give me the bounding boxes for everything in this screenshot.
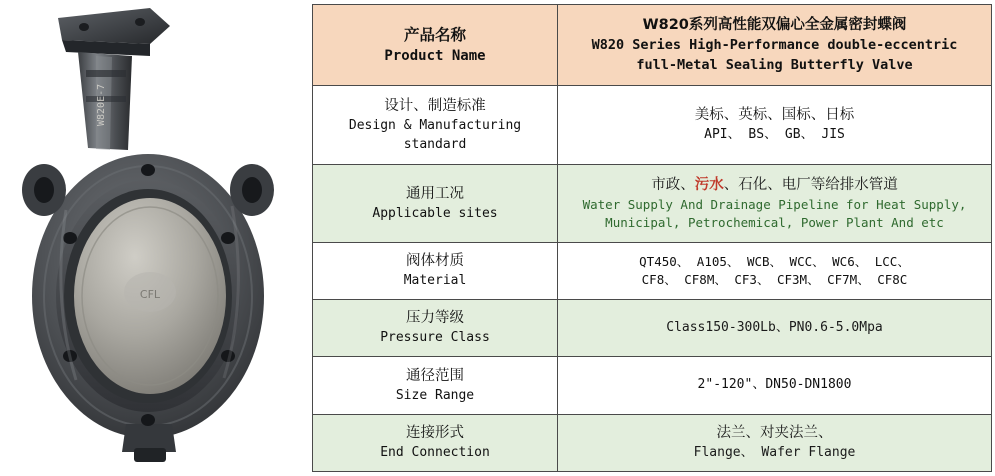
table-row-end-connection — [313, 414, 992, 471]
label-design-standard-en-2: standard — [403, 136, 467, 152]
table-row-applicable-sites — [313, 165, 992, 243]
value-pressure-class-en: Class150-300Lb、PN0.6-5.0Mpa — [666, 319, 883, 335]
table-row-size-range — [313, 357, 992, 414]
label-end-connection-cn: 连接形式 — [406, 424, 464, 441]
value-product-name-en-1: W820 Series High-Performance double-eccentric — [591, 36, 958, 53]
value-material — [558, 242, 992, 299]
svg-text:W820E-7: W820E-7 — [96, 83, 107, 126]
label-design-standard-cn: 设计、制造标准 — [384, 97, 486, 114]
specification-table — [312, 4, 992, 472]
value-end-connection-cn: 法兰、对夹法兰、 — [716, 424, 833, 441]
value-material-en-1: QT450、 A105、 WCB、 WCC、 WC6、 LCC、 — [639, 253, 910, 269]
label-applicable-sites — [313, 165, 558, 243]
value-size-range-en: 2"-120"、DN50-DN1800 — [697, 377, 852, 393]
label-material — [313, 242, 558, 299]
label-product-name-en: Product Name — [384, 48, 486, 65]
value-applicable-sites-cn — [564, 175, 985, 196]
butterfly-valve-image — [0, 0, 310, 476]
value-design-standard — [558, 86, 992, 165]
valve-illustration — [0, 0, 310, 476]
label-pressure-class-en: Pressure Class — [380, 330, 490, 346]
label-end-connection-en: End Connection — [380, 444, 490, 460]
label-size-range-en: Size Range — [395, 387, 475, 403]
sites-cn-highlight: 污水 — [694, 177, 724, 194]
table-row-material — [313, 242, 992, 299]
spec-table-panel — [310, 0, 995, 476]
value-pressure-class — [558, 300, 992, 357]
value-design-standard-en: API、 BS、 GB、 JIS — [704, 127, 845, 143]
valve-disc — [74, 198, 226, 394]
svg-text:CFL: CFL — [139, 288, 161, 301]
table-row-design-standard — [313, 86, 992, 165]
label-applicable-sites-cn: 通用工况 — [406, 185, 464, 202]
sites-cn-pre: 市政、 — [651, 177, 695, 194]
value-material-en-2: CF8、 CF8M、 CF3、 CF3M、 CF7M、 CF8C — [641, 272, 908, 288]
label-pressure-class-cn: 压力等级 — [406, 310, 464, 327]
label-applicable-sites-en: Applicable sites — [372, 205, 498, 221]
label-product-name — [313, 5, 558, 86]
value-applicable-sites-en-2: Municipal, Petrochemical, Power Plant And etc — [605, 215, 944, 231]
value-design-standard-cn: 美标、英标、国标、日标 — [694, 107, 855, 124]
valve-stem — [78, 52, 132, 150]
table-row-pressure-class — [313, 300, 992, 357]
product-photo-panel — [0, 0, 310, 476]
label-end-connection — [313, 414, 558, 471]
label-product-name-cn: 产品名称 — [403, 25, 466, 44]
value-end-connection-en: Flange、 Wafer Flange — [693, 444, 856, 460]
label-material-cn: 阀体材质 — [406, 253, 464, 270]
value-applicable-sites-en-1: Water Supply And Drainage Pipeline for Heat Supply, — [582, 197, 967, 213]
value-end-connection — [558, 414, 992, 471]
label-pressure-class — [313, 300, 558, 357]
label-size-range — [313, 357, 558, 414]
label-design-standard — [313, 86, 558, 165]
value-size-range — [558, 357, 992, 414]
value-product-name-en-2: full-Metal Sealing Butterfly Valve — [636, 56, 913, 73]
table-row-product-name — [313, 5, 992, 86]
label-material-en: Material — [403, 273, 467, 289]
value-applicable-sites — [558, 165, 992, 243]
label-size-range-cn: 通径范围 — [406, 367, 464, 384]
value-product-name-cn: W820系列高性能双偏心全金属密封蝶阀 — [642, 16, 907, 33]
label-design-standard-en-1: Design & Manufacturing — [348, 117, 522, 133]
sites-cn-post: 、石化、电厂等给排水管道 — [723, 177, 898, 194]
valve-top-flange — [58, 8, 170, 56]
value-product-name — [558, 5, 992, 86]
